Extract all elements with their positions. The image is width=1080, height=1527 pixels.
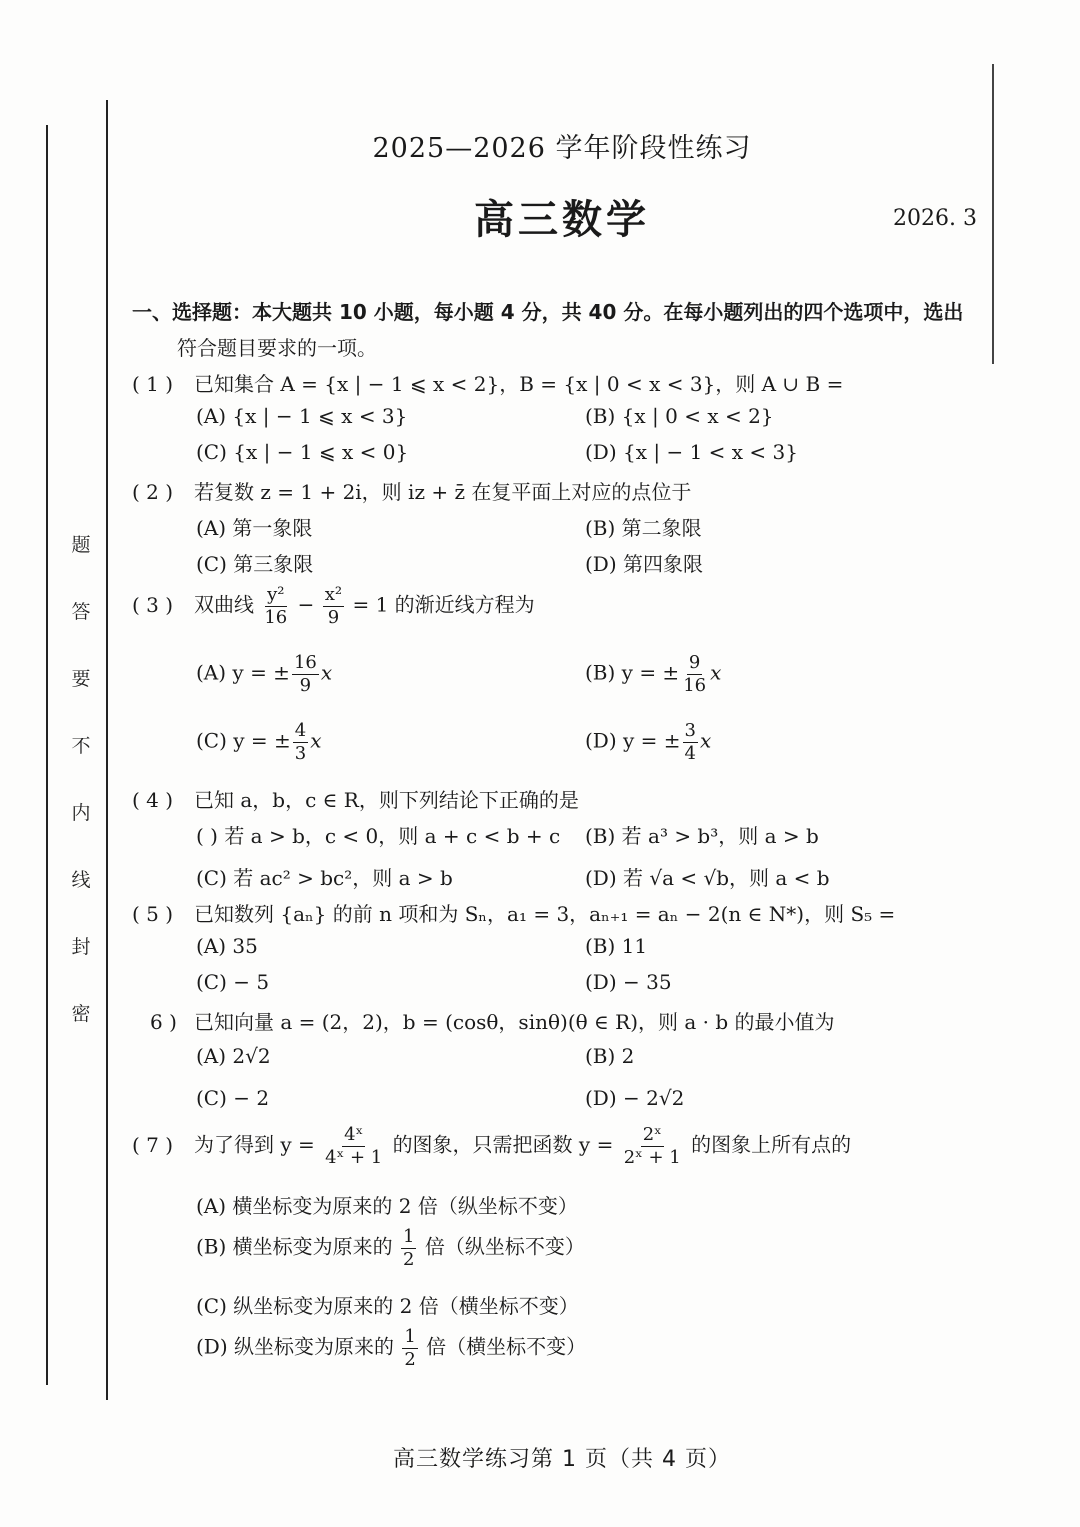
- option-fraction: [293, 720, 308, 764]
- seal-char: 题: [71, 534, 91, 556]
- frac-num: 2ˣ: [642, 1124, 662, 1145]
- option-c: (C) 第三象限: [196, 552, 314, 576]
- frac-den: 4: [684, 742, 696, 764]
- option-c: [196, 720, 322, 764]
- frac-den: 2: [404, 1348, 416, 1370]
- var-x: x: [710, 660, 722, 685]
- question-stem: 已知 a，b，c ∈ R，则下列结论下正确的是: [194, 788, 579, 812]
- question-3: [132, 584, 535, 628]
- option-c: (C) − 2: [196, 1086, 270, 1110]
- option-b: (B) 若 a³ > b³，则 a > b: [585, 824, 819, 848]
- section-heading: [132, 294, 1012, 366]
- binding-line-outer: [46, 125, 48, 1385]
- question-number: ( 1 ): [132, 372, 174, 396]
- frac-den: 9: [327, 606, 340, 628]
- option-b: [585, 652, 721, 696]
- option-d: [196, 1326, 586, 1370]
- var-x: x: [320, 660, 333, 685]
- fraction-half: [401, 1226, 416, 1270]
- option-text-pre: (D) 纵坐标变为原来的: [196, 1334, 394, 1359]
- question-number: 6 ): [150, 1010, 177, 1034]
- option-d: [585, 720, 711, 764]
- fraction-half: [402, 1326, 417, 1370]
- question-number: ( 3 ): [132, 592, 174, 617]
- seal-char: 不: [71, 735, 91, 757]
- binding-line-inner: [106, 100, 108, 1400]
- var-x: x: [310, 728, 322, 753]
- option-text-pre: (B) 横坐标变为原来的: [196, 1234, 393, 1259]
- question-number: ( 2 ): [132, 480, 174, 504]
- option-b: (B) {x | 0 < x < 2}: [585, 404, 774, 428]
- question-stem-post: = 1 的渐近线方程为: [352, 592, 535, 617]
- option-prefix: (D) y = ±: [585, 728, 681, 753]
- question-1: [132, 368, 843, 397]
- frac-den: 16: [264, 606, 288, 628]
- option-a: (A) 第一象限: [196, 516, 313, 540]
- question-stem-pre: 双曲线: [194, 592, 254, 617]
- question-stem: 已知向量 a = (2，2)，b = (cosθ，sinθ)(θ ∈ R)，则 a · b 的最小值为: [194, 1010, 835, 1034]
- option-prefix: (C) y = ±: [196, 728, 291, 753]
- option-a: [196, 652, 332, 696]
- exam-date: 2026. 3: [893, 206, 977, 231]
- option-c: (C) 若 ac² > bc²，则 a > b: [196, 866, 453, 890]
- frac-num: 3: [684, 720, 696, 741]
- frac-den: 9: [299, 674, 312, 696]
- option-fraction: [292, 652, 319, 696]
- fraction-4x: [323, 1124, 384, 1168]
- question-7: [132, 1124, 851, 1168]
- frac-num: 16: [293, 652, 317, 673]
- option-text-post: 倍（横坐标不变）: [426, 1334, 587, 1359]
- option-a: ( ) 若 a > b，c < 0，则 a + c < b + c: [196, 824, 561, 848]
- fraction-2x: [622, 1124, 683, 1168]
- option-b: (B) 11: [585, 934, 648, 958]
- question-5: [132, 898, 895, 927]
- option-b: (B) 第二象限: [585, 516, 702, 540]
- option-c: (C) − 5: [196, 970, 270, 994]
- seal-char: 答: [71, 601, 91, 623]
- frac-num: x²: [324, 584, 343, 605]
- option-fraction: [681, 652, 708, 696]
- option-a: (A) 35: [196, 934, 258, 958]
- option-text-post: 倍（纵坐标不变）: [424, 1234, 585, 1259]
- page-footer: 高三数学练习第 1 页（共 4 页）: [393, 1447, 731, 1472]
- option-d: (D) 若 √a < √b，则 a < b: [585, 866, 830, 890]
- frac-num: 4ˣ: [344, 1124, 364, 1145]
- section-title-cont: 符合题目要求的一项。: [177, 336, 377, 360]
- subject-title: 高三数学: [474, 197, 650, 243]
- exam-title: 2025—2026 学年阶段性练习: [372, 133, 752, 164]
- option-a: (A) {x | − 1 ⩽ x < 3}: [196, 404, 408, 428]
- minus-sign: −: [297, 592, 315, 617]
- option-b: (B) 2: [585, 1044, 635, 1068]
- fraction-y2-16: [262, 584, 289, 628]
- section-title: 一、选择题：本大题共 10 小题，每小题 4 分，共 40 分。在每小题列出的四个选项中，选出: [132, 300, 964, 324]
- frac-den: 2ˣ + 1: [623, 1146, 681, 1168]
- question-number: ( 4 ): [132, 788, 174, 812]
- frac-num: y²: [267, 584, 285, 605]
- frac-num: 1: [404, 1326, 416, 1347]
- option-prefix: (B) y = ±: [585, 660, 680, 685]
- frac-den: 3: [294, 742, 307, 764]
- frac-den: 16: [683, 674, 707, 696]
- question-4: [132, 784, 579, 813]
- question-stem: 若复数 z = 1 + 2i，则 iz + z̄ 在复平面上对应的点位于: [194, 480, 692, 504]
- frac-den: 4ˣ + 1: [325, 1146, 383, 1168]
- frac-num: 9: [688, 652, 701, 673]
- option-d: (D) 第四象限: [585, 552, 703, 576]
- var-x: x: [699, 728, 712, 753]
- question-stem-post: 的图象上所有点的: [691, 1132, 852, 1157]
- option-c: (C) {x | − 1 ⩽ x < 0}: [196, 440, 409, 464]
- question-number: ( 7 ): [132, 1132, 174, 1157]
- option-b: [196, 1226, 585, 1270]
- option-d: (D) − 2√2: [585, 1086, 685, 1110]
- frac-num: 4: [294, 720, 307, 741]
- option-d: (D) − 35: [585, 970, 672, 994]
- seal-char: 封: [71, 936, 91, 958]
- question-stem-pre: 为了得到 y =: [194, 1132, 315, 1157]
- frac-den: 2: [403, 1248, 415, 1270]
- question-6: [150, 1006, 835, 1035]
- question-stem-mid: 的图象，只需把函数 y =: [392, 1132, 614, 1157]
- question-stem: 已知集合 A = {x | − 1 ⩽ x < 2}，B = {x | 0 < x < 3}，则 A ∪ B =: [194, 372, 844, 396]
- option-a: (A) 2√2: [196, 1044, 271, 1068]
- seal-line-text: [66, 530, 96, 1026]
- seal-char: 密: [71, 1003, 91, 1025]
- option-prefix: (A) y = ±: [196, 660, 290, 685]
- question-number: ( 5 ): [132, 902, 174, 926]
- frac-num: 1: [403, 1226, 415, 1247]
- option-d: (D) {x | − 1 < x < 3}: [585, 440, 798, 464]
- seal-char: 要: [71, 668, 91, 690]
- option-a: (A) 横坐标变为原来的 2 倍（纵坐标不变）: [196, 1194, 578, 1218]
- fraction-x2-9: [323, 584, 344, 628]
- question-2: [132, 476, 691, 505]
- question-stem: 已知数列 {aₙ} 的前 n 项和为 Sₙ，a₁ = 3，aₙ₊₁ = aₙ − 2(n ∈ N*)，则 S₅ =: [194, 902, 896, 926]
- option-c: (C) 纵坐标变为原来的 2 倍（横坐标不变）: [196, 1294, 579, 1318]
- seal-char: 线: [71, 869, 91, 891]
- option-fraction: [683, 720, 698, 764]
- seal-char: 内: [71, 802, 91, 824]
